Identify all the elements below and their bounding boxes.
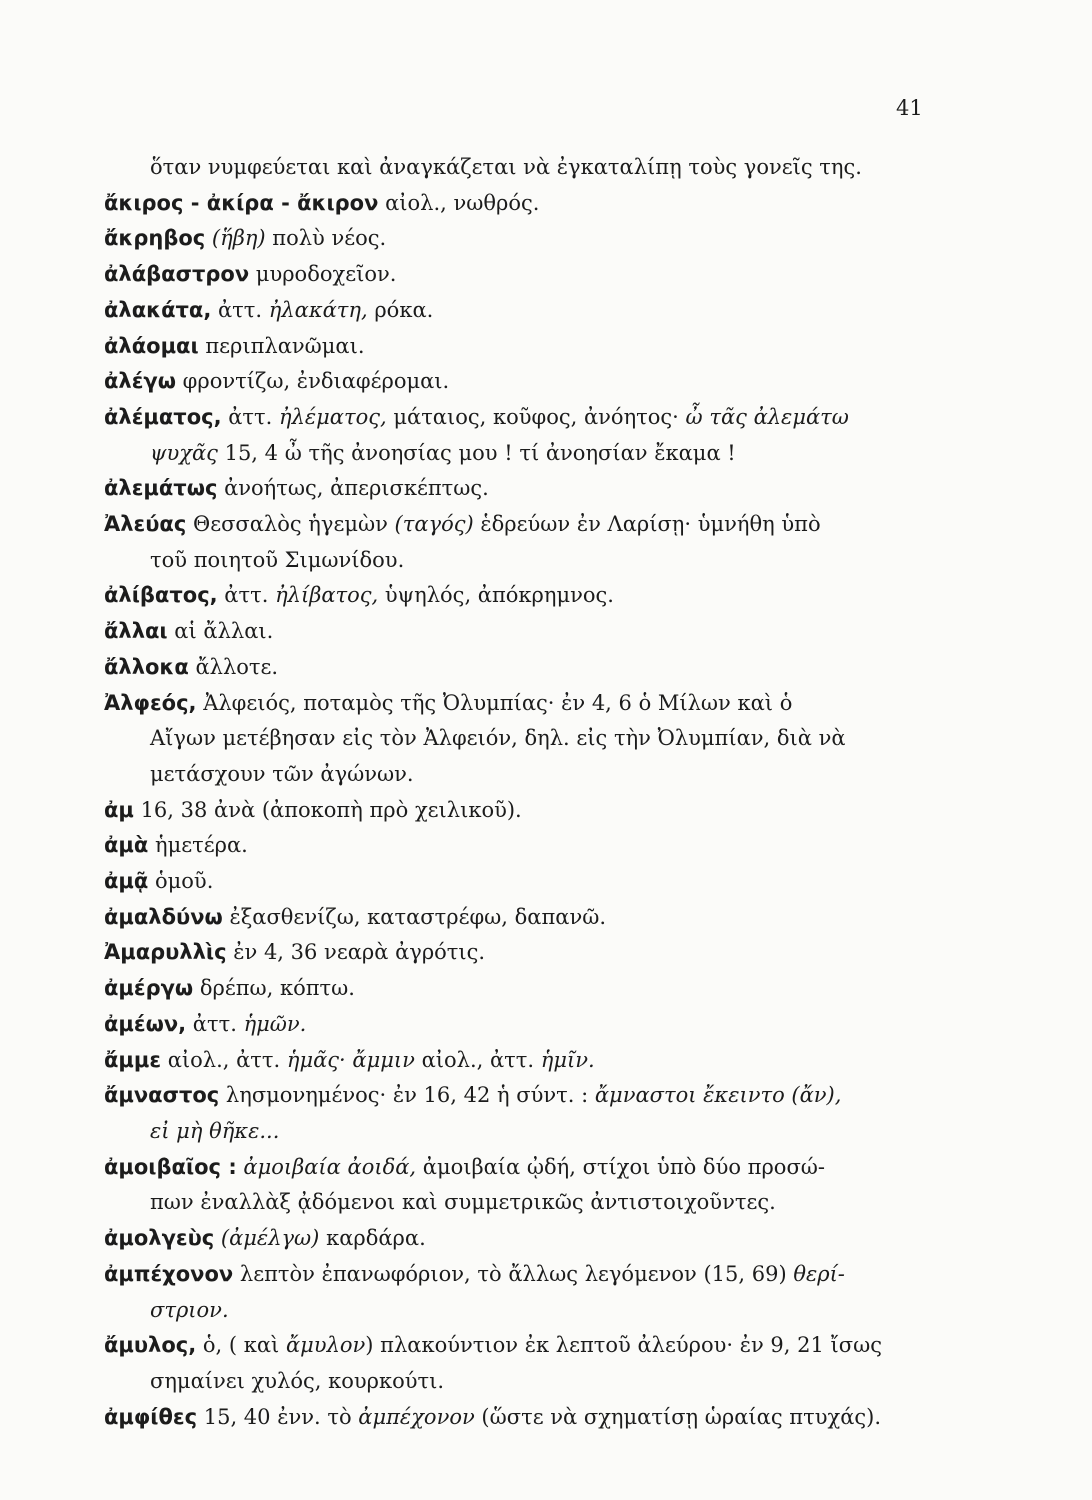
italic-text: ἄμναστοι ἔκειντο (ἄν), — [594, 1083, 842, 1108]
headword: ἄλλοκα — [104, 654, 189, 679]
italic-text: ψυχᾶς — [150, 440, 218, 465]
definition-text: Ἀλφειός, ποταμὸς τῆς Ὀλυμπίας· ἐν 4, 6 ὁ Μίλων καὶ ὁ — [196, 690, 793, 715]
entry-line — [104, 221, 942, 257]
definition-text: ἐξασθενίζω, καταστρέφω, δαπανῶ. — [222, 904, 607, 929]
headword: Ἀμαρυλλὶς — [104, 940, 227, 965]
entry-line — [104, 400, 942, 436]
headword: ἀμφίθες — [104, 1404, 198, 1429]
entry-line — [104, 793, 942, 829]
italic-text: ἄμυλον — [285, 1333, 366, 1358]
entry-line — [104, 293, 942, 329]
definition-text: ) πλακούντιον ἐκ λεπτοῦ ἀλεύρου· ἐν 9, 21 ἴσως — [365, 1333, 882, 1358]
headword: ἀλάβαστρον — [104, 262, 250, 287]
italic-text: (ἀμέλγω) — [214, 1226, 320, 1251]
entry-line — [104, 1328, 942, 1364]
headword: ἀλακάτα, — [104, 297, 212, 322]
headword: ἀλέματος, — [104, 404, 222, 429]
italic-text: ἄμμιν — [352, 1047, 415, 1072]
continuation-line — [104, 757, 942, 793]
headword: ἀμαλδύνω — [104, 904, 223, 929]
headword: ἀλάομαι — [104, 333, 199, 358]
italic-text: στριον. — [150, 1297, 229, 1322]
headword: ἀμέων, — [104, 1011, 187, 1036]
continuation-line — [104, 1185, 942, 1221]
entry-line — [104, 650, 942, 686]
definition-text: ὁ, ( καὶ — [196, 1333, 286, 1358]
page-number: 41 — [896, 96, 923, 120]
headword: ἄμυλος, — [104, 1333, 197, 1358]
definition-text: περιπλανῶμαι. — [198, 333, 365, 358]
continuation-line — [104, 436, 942, 472]
definition-text: πων ἐναλλὰξ ᾀδόμενοι καὶ συμμετρικῶς ἀντιστοιχοῦντες. — [150, 1190, 776, 1215]
headword: ἀλεμάτως — [104, 476, 218, 501]
headword: Ἀλφεός, — [104, 690, 197, 715]
definition-text: ἀττ. — [221, 404, 279, 429]
continuation-line — [104, 1114, 942, 1150]
italic-text: εἰ μὴ θῆκε... — [150, 1118, 280, 1143]
definition-text: μυροδοχεῖον. — [249, 262, 397, 287]
definition-text: ρόκα. — [367, 297, 434, 322]
entry-line — [104, 257, 942, 293]
definition-text: 15, 40 ἐνν. τὸ — [197, 1404, 359, 1429]
italic-text: ἀμοιβαία ἀοιδά, — [243, 1154, 417, 1179]
headword: ἀμ — [104, 797, 134, 822]
definition-text: (ὥστε νὰ σχηματίσῃ ὡραίας πτυχάς). — [474, 1404, 882, 1429]
entry-line — [104, 900, 942, 936]
entry-line — [104, 1007, 942, 1043]
headword: ἀλίβατος, — [104, 583, 218, 608]
definition-text: 15, 4 ὦ τῆς ἀνοησίας μου ! τί ἀνοησίαν ἔκαμα ! — [217, 440, 736, 465]
definition-text: λησμονημένος· ἐν 16, 42 ἡ σύντ. : — [219, 1083, 595, 1108]
definition-text: ἑδρεύων ἐν Λαρίσῃ· ὑμνήθη ὑπὸ — [473, 512, 821, 537]
entry-line — [104, 1400, 942, 1436]
definition-text: 16, 38 ἀνὰ (ἀποκοπὴ πρὸ χειλικοῦ). — [133, 797, 522, 822]
definition-text: αἰολ., νωθρός. — [378, 190, 540, 215]
headword: ἀμὰ — [104, 833, 149, 858]
headword: ἄκρηβος — [104, 226, 206, 251]
headword: ἀμέργω — [104, 976, 194, 1001]
definition-text: ἀττ. — [217, 583, 276, 608]
definition-text: τοῦ ποιητοῦ Σιμωνίδου. — [150, 547, 405, 572]
entry-line — [104, 971, 942, 1007]
italic-text: θερί- — [793, 1261, 845, 1286]
headword: ἀμπέχονον — [104, 1261, 234, 1286]
italic-text: ἡμᾶς· — [286, 1047, 346, 1072]
definition-text: Θεσσαλὸς ἡγεμὼν — [186, 512, 395, 537]
definition-text: ὅταν νυμφεύεται καὶ ἀναγκάζεται νὰ ἐγκαταλίπῃ τοὺς γονεῖς της. — [150, 155, 862, 179]
headword: ἀμολγεὺς — [104, 1226, 215, 1251]
entry-line — [104, 578, 942, 614]
definition-text: ἄλλοτε. — [188, 654, 279, 679]
entry-line — [104, 828, 942, 864]
entry-line — [104, 864, 942, 900]
definition-text: καρδάρα. — [319, 1226, 426, 1251]
headword: ἄκιρος - ἀκίρα - ἄκιρον — [104, 190, 379, 215]
italic-text: (ἥβη) — [205, 226, 266, 251]
headword: ἀμᾷ — [104, 869, 149, 894]
continuation-line — [104, 721, 942, 757]
definition-text: ἐν 4, 36 νεαρὰ ἀγρότις. — [226, 940, 486, 965]
headword: ἀλέγω — [104, 369, 176, 394]
continuation-line — [104, 150, 942, 186]
definition-text: λεπτὸν ἐπανωφόριον, τὸ ἄλλως λεγόμενον (15, 69) — [233, 1261, 794, 1286]
headword: ἄλλαι — [104, 619, 168, 644]
italic-text: (ταγός) — [394, 512, 474, 537]
continuation-line — [104, 543, 942, 579]
definition-text: αἰολ., ἀττ. — [161, 1047, 287, 1072]
definition-text: ἡμετέρα. — [148, 833, 248, 858]
headword: ἀμοιβαῖος : — [104, 1154, 237, 1179]
definition-text: δρέπω, κόπτω. — [193, 976, 355, 1001]
headword: ἄμμε — [104, 1047, 162, 1072]
italic-text: ἠλακάτη, — [268, 297, 368, 322]
definition-text: ἀττ. — [211, 297, 269, 322]
entry-line — [104, 329, 942, 365]
definition-text: αἰολ., ἀττ. — [414, 1047, 541, 1072]
entry-line — [104, 686, 942, 722]
entry-line — [104, 935, 942, 971]
continuation-line — [104, 1364, 942, 1400]
definition-text: αἱ ἄλλαι. — [167, 619, 274, 644]
italic-text: ἡμῖν. — [540, 1047, 595, 1072]
definition-text: πολὺ νέος. — [265, 226, 387, 251]
definition-text: ἀττ. — [186, 1011, 244, 1036]
italic-text: ἠλίβατος, — [275, 583, 379, 608]
definition-text: ἀνοήτως, ἀπερισκέπτως. — [217, 476, 489, 501]
italic-text: ἀμπέχονον — [358, 1404, 475, 1429]
entry-line — [104, 1043, 942, 1079]
entry-line — [104, 364, 942, 400]
entry-line — [104, 471, 942, 507]
definition-text: μάταιος, κοῦφος, ἀνόητος· — [386, 404, 686, 429]
entry-line — [104, 1078, 942, 1114]
definition-text: ἀμοιβαία ᾠδή, στίχοι ὑπὸ δύο προσώ- — [416, 1154, 826, 1179]
italic-text: ὦ τᾶς ἀλεμάτω — [685, 404, 849, 429]
entry-line — [104, 1257, 942, 1293]
entry-line — [104, 614, 942, 650]
entry-line — [104, 507, 942, 543]
definition-text: φροντίζω, ἐνδιαφέρομαι. — [175, 369, 450, 394]
entry-line — [104, 1150, 942, 1186]
italic-text: ἠλέματος, — [279, 404, 387, 429]
definition-text: ὑψηλός, ἀπόκρημνος. — [378, 583, 614, 608]
definition-text: σημαίνει χυλός, κουρκούτι. — [150, 1368, 445, 1393]
entry-line — [104, 1221, 942, 1257]
continuation-line — [104, 1293, 942, 1329]
definition-text: Αἴγων μετέβησαν εἰς τὸν Ἀλφειόν, δηλ. εἰς τὴν Ὀλυμπίαν, διὰ νὰ — [150, 726, 846, 751]
headword: ἄμναστος — [104, 1083, 220, 1108]
definition-text: ὁμοῦ. — [148, 869, 214, 894]
definition-text: μετάσχουν τῶν ἀγώνων. — [150, 761, 414, 786]
entry-line — [104, 186, 942, 222]
headword: Ἀλεύας — [104, 512, 187, 537]
italic-text: ἡμῶν. — [243, 1011, 307, 1036]
glossary-text — [104, 150, 942, 1435]
